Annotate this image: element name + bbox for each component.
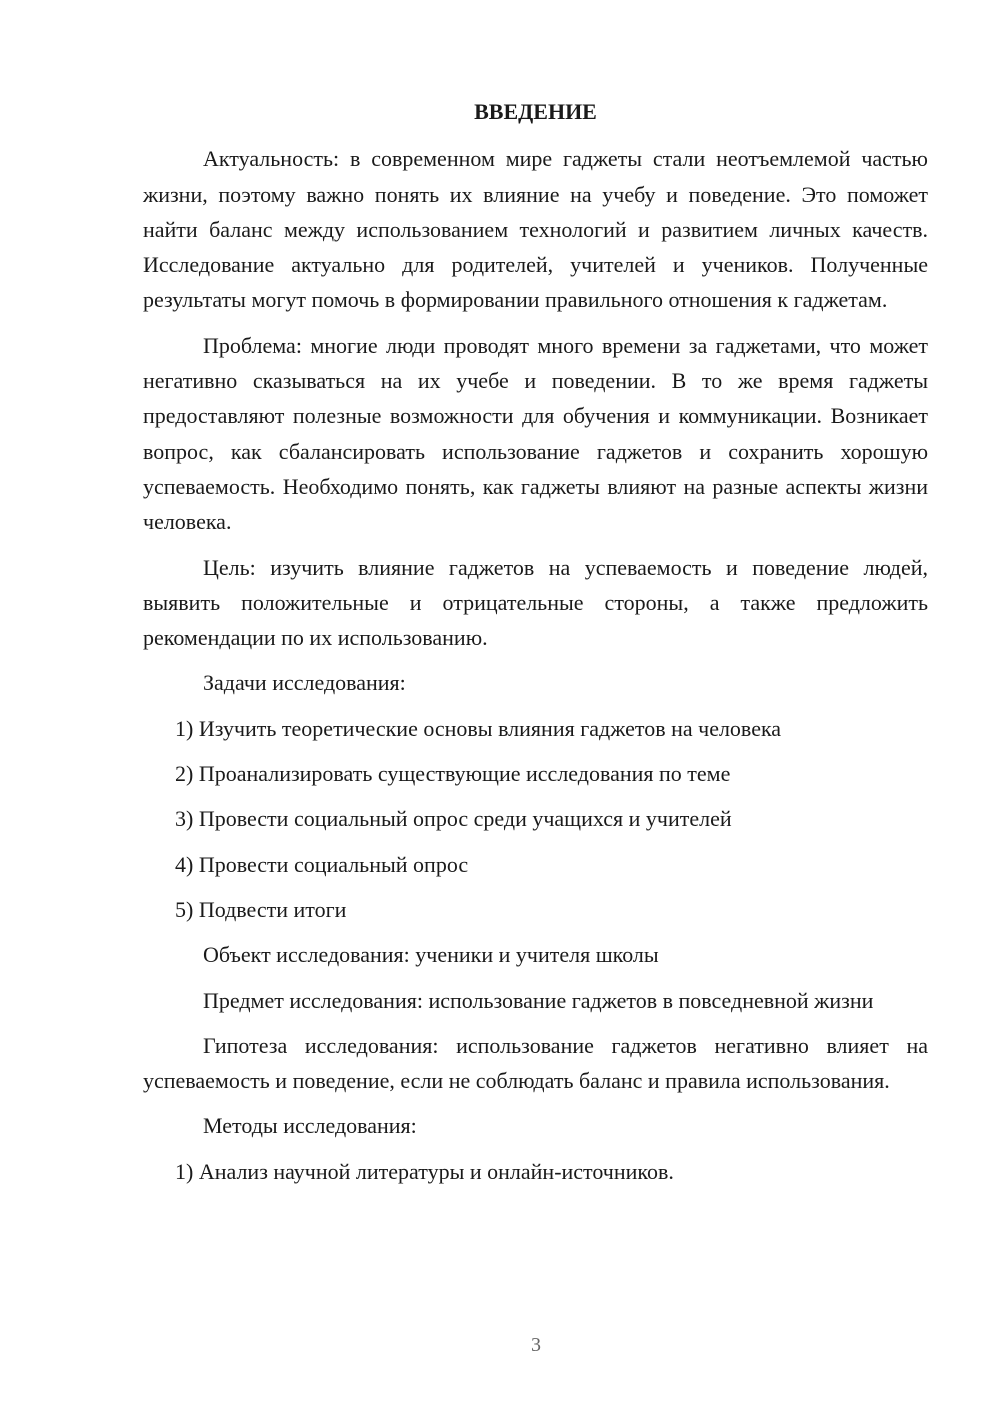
task-item-2: 2) Проанализировать существующие исследования по теме xyxy=(175,761,731,787)
goal-paragraph: Цель: изучить влияние гаджетов на успеваемость и поведение людей, выявить положительные и отрицательные стороны, а также предложить рекомендации по их использованию. xyxy=(143,554,928,651)
subject-paragraph: Предмет исследования: использование гаджетов в повседневной жизни xyxy=(203,987,874,1013)
problem-paragraph: Проблема: многие люди проводят много времени за гаджетами, что может негативно сказываться на их учебе и поведении. В то же время гаджеты предоставляют полезные возможности для обучения и коммуникации. Возникает вопрос, как сбалансировать использование гаджетов и сохранить хорошую успеваемость. Необходимо понять, как гаджеты влияют на разные аспекты жизни человека. xyxy=(143,332,928,535)
task-item-3: 3) Провести социальный опрос среди учащихся и учителей xyxy=(175,806,732,832)
section-heading: ВВЕДЕНИЕ xyxy=(474,99,597,124)
task-item-4: 4) Провести социальный опрос xyxy=(175,851,469,877)
task-item-5: 5) Подвести итоги xyxy=(175,896,347,922)
object-paragraph: Объект исследования: ученики и учителя школы xyxy=(203,942,659,968)
method-item-1: 1) Анализ научной литературы и онлайн-источников. xyxy=(175,1158,674,1184)
relevance-paragraph: Актуальность: в современном мире гаджеты стали неотъемлемой частью жизни, поэтому важно понять их влияние на учебу и поведение. Это поможет найти баланс между использованием технологий и развитием личных качеств. Исследование актуально для родителей, учителей и учеников. Полученные результаты могут помочь в формировании правильного отношения к гаджетам. xyxy=(143,146,928,313)
hypothesis-paragraph: Гипотеза исследования: использование гаджетов негативно влияет на успеваемость и поведение, если не соблюдать баланс и правила использования. xyxy=(143,1032,928,1094)
document-body xyxy=(143,94,928,1199)
task-item-1: 1) Изучить теоретические основы влияния гаджетов на человека xyxy=(175,715,782,741)
methods-title: Методы исследования: xyxy=(203,1113,417,1139)
page-number: 3 xyxy=(531,1334,541,1356)
tasks-title: Задачи исследования: xyxy=(203,670,406,696)
